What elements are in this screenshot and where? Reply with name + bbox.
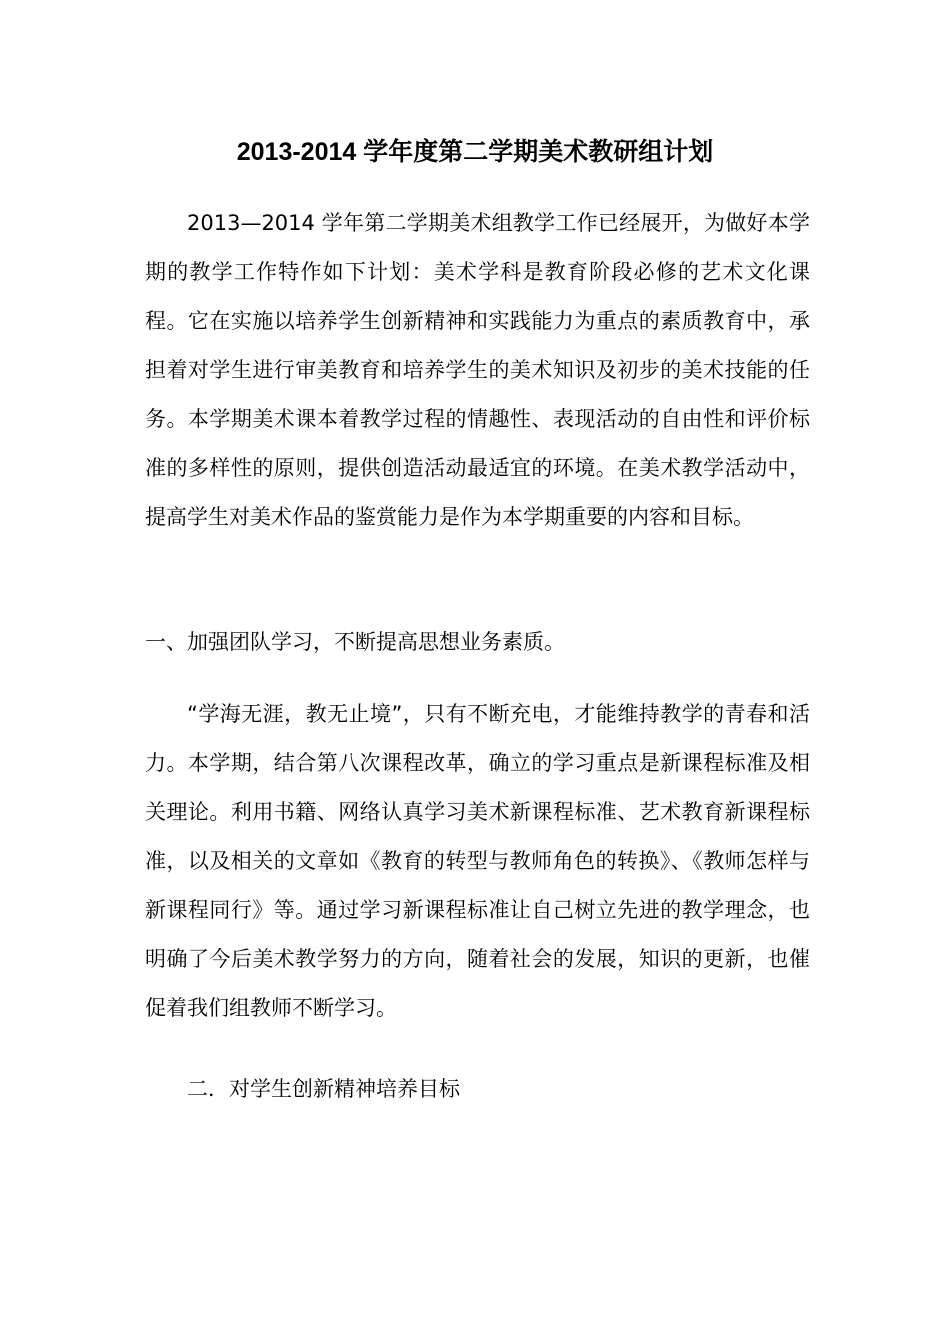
section-1-paragraph: “学海无涯，教无止境”，只有不断充电，才能维持教学的青春和活力。本学期，结合第八次课程改革，确立的学习重点是新课程标准及相关理论。利用书籍、网络认真学习美术新课程标准、艺术教育新课程标准，以及相关的文章如《教育的转型与教师角色的转换》、《教师怎样与新课程同行》等。通过学习新课程标准让自己树立先进的教学理念，也明确了今后美术教学努力的方向，随着社会的发展，知识的更新，也催促着我们组教师不断学习。 <box>145 702 810 1020</box>
section-heading-2: 二．对学生创新精神培养目标 <box>187 1077 460 1101</box>
intro-paragraph: 2013—2014 学年第二学期美术组教学工作已经展开，为做好本学期的教学工作特作如下计划：美术学科是教育阶段必修的艺术文化课程。它在实施以培养学生创新精神和实践能力为重点的素质教育中，承担着对学生进行审美教育和培养学生的美术知识及初步的美术技能的任务。本学期美术课本着教学过程的情趣性、表现活动的自由性和评价标准的多样性的原则，提供创造活动最适宜的环境。在美术教学活动中，提高学生对美术作品的鉴赏能力是作为本学期重要的内容和目标。 <box>145 211 810 529</box>
document-title: 2013-2014 学年度第二学期美术教研组计划 <box>236 138 714 166</box>
section-heading-1: 一、加强团队学习，不断提高思想业务素质。 <box>145 630 565 654</box>
